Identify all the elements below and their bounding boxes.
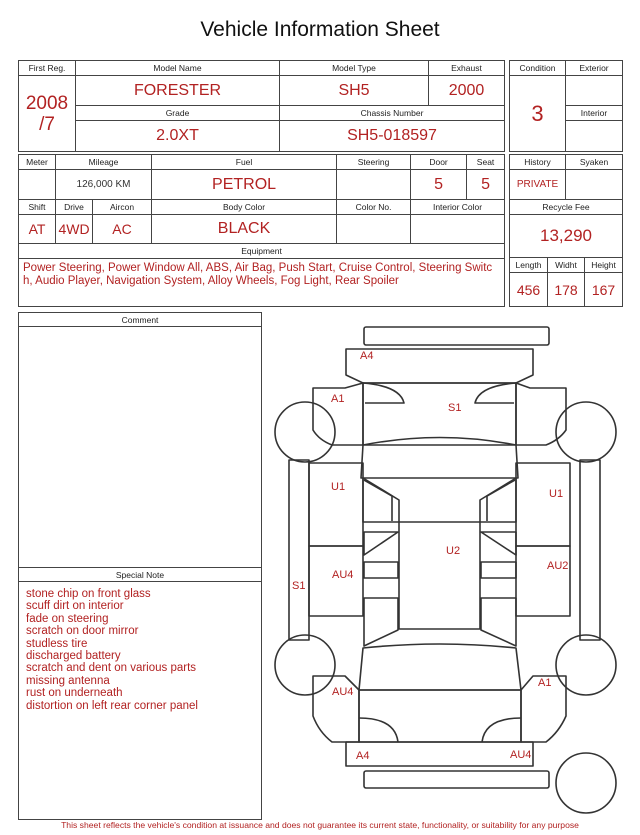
equipment-label: Equipment	[19, 244, 505, 259]
shift-value: AT	[19, 215, 56, 244]
special-note-list	[26, 588, 258, 712]
special-note-label: Special Note	[115, 570, 165, 580]
rear-right-light	[482, 718, 521, 742]
interior-color-value	[411, 215, 505, 244]
model-type-value: SH5	[280, 76, 429, 106]
rear-panel-outline	[346, 742, 533, 766]
left-front-door	[309, 463, 363, 546]
model-name-value: FORESTER	[76, 76, 280, 106]
damage-mark-rear-left: A4	[356, 750, 370, 762]
mileage-value: 126,000 KM	[56, 170, 152, 200]
front-right-light	[475, 383, 516, 403]
list-item: studless tire	[26, 637, 88, 650]
exterior-value	[566, 76, 623, 106]
list-item: stone chip on front glass	[26, 588, 151, 600]
fuel-label: Fuel	[152, 155, 337, 170]
first-reg-month: /7	[39, 113, 55, 135]
recycle-fee-label: Recycle Fee	[510, 200, 623, 215]
comment-label: Comment	[19, 313, 261, 327]
left-inner-line	[364, 480, 392, 521]
right-rear-door	[516, 546, 570, 616]
right-inner-line	[487, 480, 515, 521]
syaken-label: Syaken	[566, 155, 623, 170]
door-label: Door	[411, 155, 467, 170]
syaken-value	[566, 170, 623, 200]
right-a-pillar	[480, 478, 516, 522]
condition-value: 3	[510, 76, 566, 152]
grade-label: Grade	[76, 106, 280, 121]
door-value: 5	[411, 170, 467, 200]
list-item: distortion on left rear corner panel	[26, 699, 198, 712]
drive-label: Drive	[56, 200, 93, 215]
damage-mark-right-front-door: U1	[549, 488, 564, 500]
right-side-sill	[580, 460, 600, 640]
steering-value	[337, 170, 411, 200]
width-label: Widht	[548, 258, 585, 273]
left-front-wheel	[275, 402, 335, 462]
mileage-label: Mileage	[56, 155, 152, 170]
recycle-fee-value: 13,290	[510, 215, 623, 258]
history-value: PRIVATE	[510, 170, 566, 200]
body-color-label: Body Color	[152, 200, 337, 215]
vehicle-basic-info-table	[18, 60, 505, 152]
car-damage-diagram	[266, 318, 626, 818]
left-rear-wheel	[275, 635, 335, 695]
footer-disclaimer: This sheet reflects the vehicle's condition at issuance and does not guarantee its current state, functionality, or suitability for any purpose	[61, 820, 579, 830]
damage-mark-front-bumper: A4	[360, 350, 374, 362]
chassis-label: Chassis Number	[280, 106, 505, 121]
list-item: missing antenna	[26, 674, 110, 687]
left-a-pillar	[363, 478, 399, 522]
rear-left-light	[359, 718, 398, 742]
height-value: 167	[585, 273, 623, 307]
meter-value	[19, 170, 56, 200]
list-item: fade on steering	[26, 612, 109, 625]
condition-table	[509, 60, 623, 152]
left-rear-glass	[364, 598, 398, 646]
interior-color-label: Interior Color	[411, 200, 505, 215]
damage-mark-left-side: S1	[292, 580, 306, 592]
exhaust-label: Exhaust	[429, 61, 505, 76]
chassis-value: SH5-018597	[280, 121, 505, 152]
list-item: scratch and dent on various parts	[26, 662, 197, 675]
damage-mark-right-rear-door: AU2	[547, 560, 569, 572]
left-rear-door	[309, 546, 363, 616]
model-type-label: Model Type	[280, 61, 429, 76]
exhaust-value: 2000	[429, 76, 505, 106]
body-color-value: BLACK	[152, 215, 337, 244]
right-front-fender	[516, 383, 566, 445]
color-no-label: Color No.	[337, 200, 411, 215]
color-no-value	[337, 215, 411, 244]
shift-label: Shift	[19, 200, 56, 215]
left-front-glass	[364, 532, 398, 555]
history-label: History	[510, 155, 566, 170]
left-b-pillar-glass	[364, 562, 398, 578]
seat-label: Seat	[467, 155, 505, 170]
list-item: discharged battery	[26, 650, 121, 663]
comment-panel	[18, 312, 262, 820]
width-value: 178	[548, 273, 585, 307]
drive-value: 4WD	[56, 215, 93, 244]
list-item: scuff dirt on interior	[26, 600, 124, 613]
roof-outline	[399, 522, 480, 629]
condition-label: Condition	[510, 61, 566, 76]
fuel-value: PETROL	[152, 170, 337, 200]
rear-window-outline	[359, 644, 521, 690]
interior-value	[566, 121, 623, 152]
meter-label: Meter	[19, 155, 56, 170]
exterior-label: Exterior	[566, 61, 623, 76]
damage-mark-roof: U2	[446, 545, 461, 557]
list-item: rust on underneath	[26, 687, 123, 700]
left-side-sill	[289, 460, 309, 640]
list-item: scratch on door mirror	[26, 625, 139, 638]
damage-mark-left-rear-door: AU4	[332, 569, 354, 581]
first-reg-value	[19, 76, 76, 152]
front-grille-outline	[346, 349, 533, 383]
model-name-label: Model Name	[76, 61, 280, 76]
aircon-value: AC	[93, 215, 152, 244]
first-reg-year: 2008	[25, 92, 69, 114]
vehicle-spec-table	[18, 154, 505, 307]
trunk-outline	[359, 690, 521, 742]
right-b-pillar-glass	[481, 562, 516, 578]
aircon-label: Aircon	[93, 200, 152, 215]
damage-mark-hood: S1	[448, 402, 462, 414]
windshield-outline	[361, 438, 518, 479]
right-rear-glass	[481, 598, 516, 646]
damage-mark-left-front-door: U1	[331, 481, 346, 493]
interior-label: Interior	[566, 106, 623, 121]
steering-label: Steering	[337, 155, 411, 170]
damage-mark-left-rear-corner: AU4	[332, 686, 354, 698]
front-bumper-outline	[364, 327, 549, 345]
damage-mark-front-left: A1	[331, 393, 345, 405]
length-value: 456	[510, 273, 548, 307]
hood-outline	[363, 383, 516, 445]
length-label: Length	[510, 258, 548, 273]
rear-bumper-outline	[364, 771, 549, 788]
seat-value: 5	[467, 170, 505, 200]
right-rear-wheel	[556, 635, 616, 695]
first-reg-label: First Reg.	[19, 61, 76, 76]
grade-value: 2.0XT	[76, 121, 280, 152]
equipment-value: Power Steering, Power Window All, ABS, Air Bag, Push Start, Cruise Control, Steering Switch, Audio Player, Navigation System, Alloy Wheels, Fog Light, Rear Spoiler	[19, 259, 505, 307]
front-left-light	[363, 383, 404, 403]
spare-wheel	[556, 753, 616, 813]
damage-mark-rear-right: AU4	[510, 749, 532, 761]
damage-mark-right-rear-corner: A1	[538, 677, 552, 689]
history-table	[509, 154, 623, 307]
right-front-door	[516, 463, 570, 546]
page-title: Vehicle Information Sheet	[200, 18, 440, 41]
height-label: Height	[585, 258, 623, 273]
right-front-glass	[481, 532, 516, 555]
